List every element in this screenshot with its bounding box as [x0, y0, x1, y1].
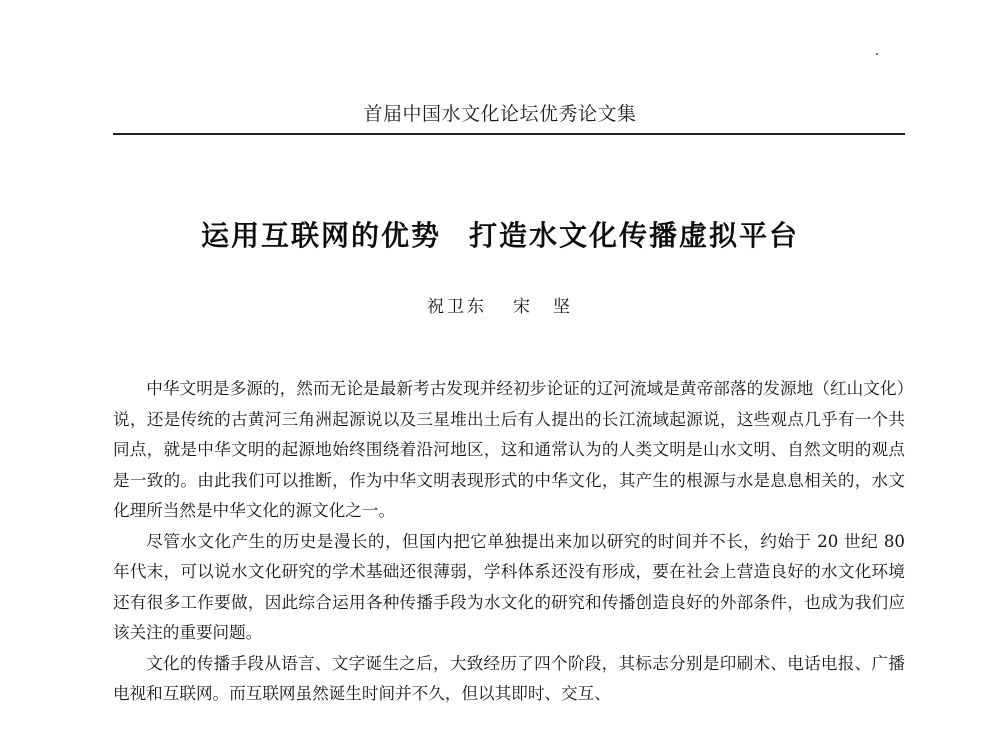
paragraph-3: 文化的传播手段从语言、文字诞生之后，大致经历了四个阶段，其标志分别是印刷术、电话电报、广播电视和互联网。而互联网虽然诞生时间并不久，但以其即时、交互、	[113, 653, 905, 703]
title-part-1: 运用互联网的优势	[200, 219, 441, 252]
article-title	[0, 214, 1000, 254]
author-1: 祝卫东	[427, 297, 487, 317]
body-text	[113, 374, 905, 710]
header-rule	[113, 133, 905, 135]
running-header: 首届中国水文化论坛优秀论文集	[363, 103, 637, 125]
title-part-2: 打造水文化传播虚拟平台	[469, 219, 800, 252]
paragraph-1: 中华文明是多源的，然而无论是最新考古发现并经初步论证的辽河流域是黄帝部落的发源地（红山文化）说，还是传统的古黄河三角洲起源说以及三星堆出土后有人提出的长江流域起源说，这些观点几乎有一个共同点，就是中华文明的起源地始终围绕着沿河地区，这和通常认为的人类文明是山水文明、自然文明的观点是一致的。由此我们可以推断，作为中华文明表现形式的中华文化，其产生的根源与水是息息相关的，水文化理所当然是中华文化的源文化之一。	[113, 379, 905, 520]
author-2: 宋 坚	[513, 297, 573, 317]
scan-speck	[876, 53, 878, 55]
author-line	[0, 292, 1000, 317]
paragraph-2: 尽管水文化产生的历史是漫长的，但国内把它单独提出来加以研究的时间并不长，约始于 20 世纪 80 年代末，可以说水文化研究的学术基础还很薄弱，学科体系还没有形成，要在社会上营造良好的水文化环境还有很多工作要做，因此综合运用各种传播手段为水文化的研究和传播创造良好的外部条件，也成为我们应该关注的重要问题。	[113, 531, 905, 642]
